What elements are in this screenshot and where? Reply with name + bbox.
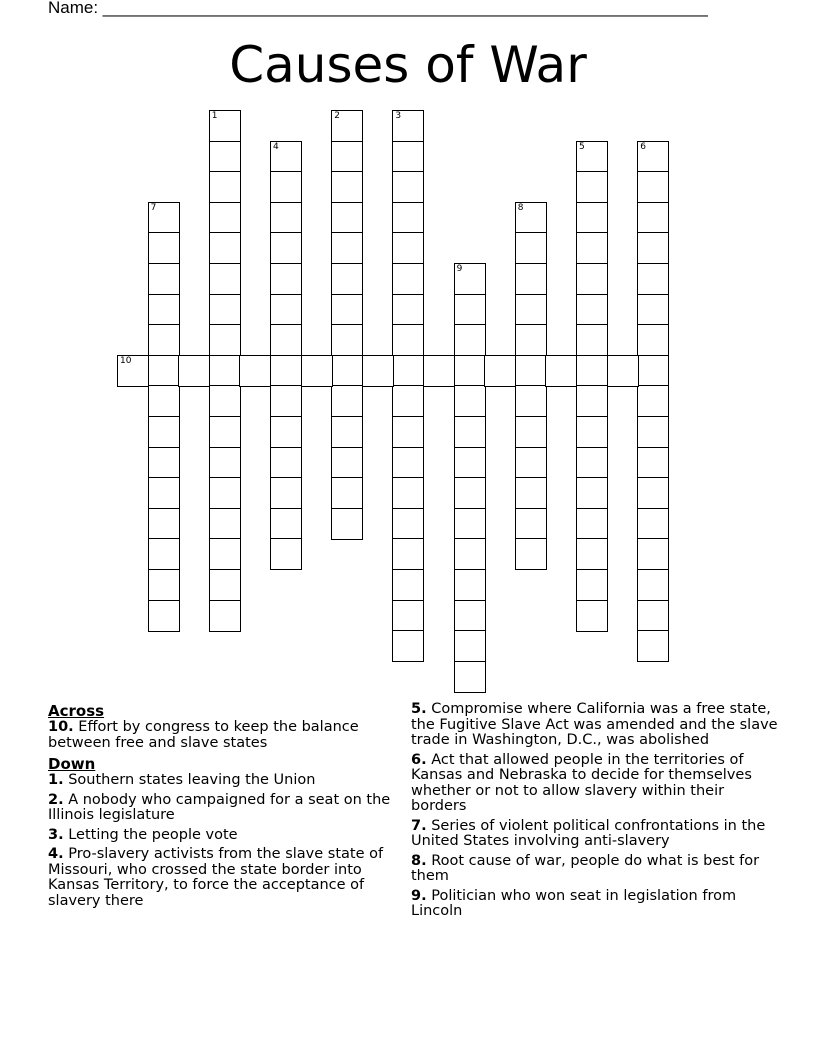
grid-cell[interactable] bbox=[209, 447, 241, 479]
grid-cell[interactable] bbox=[576, 538, 608, 570]
grid-cell[interactable] bbox=[392, 232, 424, 264]
grid-cell[interactable] bbox=[454, 538, 486, 570]
grid-cell[interactable] bbox=[270, 294, 302, 326]
grid-cell[interactable] bbox=[454, 630, 486, 662]
grid-cell[interactable] bbox=[637, 600, 669, 632]
clue-number: 8. bbox=[411, 852, 427, 869]
clue-down-7 bbox=[411, 819, 781, 850]
grid-cell[interactable] bbox=[515, 294, 547, 326]
clue-text: Effort by congress to keep the balance between free and slave states bbox=[48, 719, 359, 751]
grid-cell[interactable] bbox=[454, 477, 486, 509]
grid-cell[interactable] bbox=[576, 202, 608, 234]
grid-cell[interactable] bbox=[637, 294, 669, 326]
grid-cell[interactable] bbox=[392, 110, 424, 142]
clue-down-2 bbox=[48, 793, 398, 824]
grid-cell[interactable] bbox=[576, 263, 608, 295]
grid-cell[interactable] bbox=[362, 355, 394, 387]
grid-cell[interactable] bbox=[423, 355, 455, 387]
clue-down-4 bbox=[48, 847, 398, 909]
grid-cell[interactable] bbox=[209, 600, 241, 632]
grid-cell[interactable] bbox=[576, 232, 608, 264]
grid-cell[interactable] bbox=[148, 600, 180, 632]
grid-cell[interactable] bbox=[576, 324, 608, 356]
clue-number-label: 5 bbox=[579, 141, 585, 152]
grid-cell[interactable] bbox=[148, 385, 180, 417]
grid-cell[interactable] bbox=[454, 294, 486, 326]
clue-text: Series of violent political confrontations in the United States involving anti-slavery bbox=[411, 817, 766, 849]
grid-cell[interactable] bbox=[331, 508, 363, 540]
grid-cell[interactable] bbox=[576, 508, 608, 540]
clue-down-1 bbox=[48, 773, 398, 789]
clue-number-label: 3 bbox=[395, 111, 402, 121]
grid-cell[interactable] bbox=[392, 630, 424, 662]
grid-cell[interactable] bbox=[392, 569, 424, 601]
grid-cell[interactable] bbox=[209, 355, 241, 387]
grid-cell[interactable] bbox=[392, 141, 424, 173]
grid-cell[interactable] bbox=[270, 416, 302, 448]
grid-cell[interactable] bbox=[637, 538, 669, 570]
name-field-label: Name: ________________________________________________________________ bbox=[48, 0, 708, 17]
grid-cell[interactable] bbox=[637, 202, 669, 234]
grid-cell[interactable] bbox=[392, 508, 424, 540]
grid-cell[interactable] bbox=[392, 447, 424, 479]
grid-cell[interactable] bbox=[392, 538, 424, 570]
grid-cell[interactable] bbox=[148, 263, 180, 295]
grid-cell[interactable] bbox=[239, 355, 271, 387]
grid-cell[interactable] bbox=[209, 263, 241, 295]
grid-cell[interactable] bbox=[637, 232, 669, 264]
grid-cell[interactable] bbox=[148, 232, 180, 264]
grid-cell[interactable] bbox=[637, 171, 669, 203]
grid-cell[interactable] bbox=[209, 538, 241, 570]
grid-cell[interactable] bbox=[392, 416, 424, 448]
clue-down-9 bbox=[411, 889, 781, 920]
grid-cell[interactable] bbox=[178, 355, 210, 387]
grid-cell[interactable] bbox=[454, 661, 486, 693]
grid-cell[interactable] bbox=[117, 355, 149, 387]
grid-cell[interactable] bbox=[270, 263, 302, 295]
page-title: Causes of War bbox=[229, 36, 587, 94]
grid-cell[interactable] bbox=[331, 171, 363, 203]
clue-text: Letting the people vote bbox=[68, 826, 238, 843]
grid-cell[interactable] bbox=[331, 385, 363, 417]
clue-number: 10. bbox=[48, 719, 74, 735]
grid-cell[interactable] bbox=[637, 569, 669, 601]
grid-cell[interactable] bbox=[515, 508, 547, 540]
grid-cell[interactable] bbox=[148, 416, 180, 448]
grid-cell[interactable] bbox=[637, 630, 669, 662]
grid-cell[interactable] bbox=[209, 477, 241, 509]
grid-cell[interactable] bbox=[576, 171, 608, 203]
grid-cell[interactable] bbox=[515, 355, 547, 387]
grid-cell[interactable] bbox=[515, 477, 547, 509]
grid-cell[interactable] bbox=[515, 538, 547, 570]
clue-number-label: 1 bbox=[211, 111, 218, 121]
grid-cell[interactable] bbox=[331, 232, 363, 264]
grid-cell[interactable] bbox=[270, 385, 302, 417]
grid-cell[interactable] bbox=[454, 416, 486, 448]
grid-cell[interactable] bbox=[209, 171, 241, 203]
grid-cell[interactable] bbox=[209, 232, 241, 264]
clues-right-column bbox=[411, 702, 781, 924]
grid-cell[interactable] bbox=[209, 110, 241, 142]
clue-number: 4. bbox=[48, 846, 64, 862]
clue-text: Compromise where California was a free state, the Fugitive Slave Act was amended and the slave trade in Washington, D.C., was abolished bbox=[411, 701, 778, 748]
clue-text: Act that allowed people in the territories of Kansas and Nebraska to decide for themselves whether or not to allow slavery within their borders bbox=[411, 751, 752, 814]
grid-cell[interactable] bbox=[148, 569, 180, 601]
grid-cell[interactable] bbox=[576, 477, 608, 509]
grid-cell[interactable] bbox=[148, 324, 180, 356]
grid-cell[interactable] bbox=[484, 355, 516, 387]
grid-cell[interactable] bbox=[576, 355, 608, 387]
grid-cell[interactable] bbox=[209, 569, 241, 601]
grid-cell[interactable] bbox=[392, 385, 424, 417]
grid-cell[interactable] bbox=[209, 324, 241, 356]
clue-number: 9. bbox=[411, 887, 427, 904]
grid-cell[interactable] bbox=[576, 141, 608, 173]
grid-cell[interactable] bbox=[454, 447, 486, 479]
grid-cell[interactable] bbox=[331, 416, 363, 448]
clue-number: 1. bbox=[48, 772, 64, 788]
grid-cell[interactable] bbox=[209, 141, 241, 173]
grid-cell[interactable] bbox=[331, 294, 363, 326]
grid-cell[interactable] bbox=[392, 355, 424, 387]
grid-cell[interactable] bbox=[454, 385, 486, 417]
grid-cell[interactable] bbox=[209, 416, 241, 448]
clue-number: 5. bbox=[411, 701, 427, 717]
grid-cell[interactable] bbox=[270, 508, 302, 540]
grid-cell[interactable] bbox=[454, 324, 486, 356]
grid-cell[interactable] bbox=[454, 508, 486, 540]
clue-across-10 bbox=[48, 720, 398, 751]
grid-cell[interactable] bbox=[576, 569, 608, 601]
clue-number-label: 4 bbox=[273, 141, 279, 152]
grid-cell[interactable] bbox=[270, 355, 302, 387]
clue-number-label: 2 bbox=[334, 111, 340, 121]
grid-cell[interactable] bbox=[148, 477, 180, 509]
grid-cell[interactable] bbox=[515, 232, 547, 264]
clue-down-3 bbox=[48, 828, 398, 844]
grid-cell[interactable] bbox=[148, 508, 180, 540]
grid-cell[interactable] bbox=[270, 141, 302, 173]
grid-cell[interactable] bbox=[270, 232, 302, 264]
grid-cell[interactable] bbox=[515, 202, 547, 234]
grid-cell[interactable] bbox=[270, 538, 302, 570]
grid-cell[interactable] bbox=[148, 294, 180, 326]
grid-cell[interactable] bbox=[392, 294, 424, 326]
grid-cell[interactable] bbox=[209, 385, 241, 417]
clue-number: 7. bbox=[411, 817, 427, 834]
clue-down-5 bbox=[411, 702, 781, 749]
clue-text: Politician who won seat in legislation from Lincoln bbox=[411, 887, 737, 919]
grid-cell[interactable] bbox=[637, 385, 669, 417]
grid-cell[interactable] bbox=[392, 324, 424, 356]
grid-cell[interactable] bbox=[270, 447, 302, 479]
grid-cell[interactable] bbox=[209, 294, 241, 326]
grid-cell[interactable] bbox=[331, 202, 363, 234]
grid-cell[interactable] bbox=[515, 447, 547, 479]
grid-cell[interactable] bbox=[331, 477, 363, 509]
clue-number-label: 6 bbox=[640, 141, 646, 152]
grid-cell[interactable] bbox=[576, 600, 608, 632]
grid-cell[interactable] bbox=[392, 171, 424, 203]
grid-cell[interactable] bbox=[148, 202, 180, 234]
clue-text: Pro-slavery activists from the slave state of Missouri, who crossed the state border into Kansas Territory, to force the acceptance of slavery there bbox=[48, 846, 384, 909]
grid-cell[interactable] bbox=[637, 508, 669, 540]
clue-number: 3. bbox=[48, 826, 64, 843]
grid-cell[interactable] bbox=[637, 447, 669, 479]
down-heading: Down bbox=[48, 755, 96, 773]
grid-cell[interactable] bbox=[454, 600, 486, 632]
clue-down-6 bbox=[411, 753, 781, 815]
grid-cell[interactable] bbox=[331, 355, 363, 387]
clue-number-label: 7 bbox=[150, 202, 157, 213]
clue-down-8 bbox=[411, 854, 781, 885]
grid-cell[interactable] bbox=[637, 477, 669, 509]
grid-cell[interactable] bbox=[637, 355, 669, 387]
grid-cell[interactable] bbox=[270, 171, 302, 203]
grid-cell[interactable] bbox=[270, 202, 302, 234]
clue-number-label: 8 bbox=[517, 202, 524, 213]
across-heading: Across bbox=[48, 702, 105, 720]
clue-number-label: 9 bbox=[456, 264, 463, 274]
grid-cell[interactable] bbox=[637, 263, 669, 295]
grid-cell[interactable] bbox=[209, 202, 241, 234]
clue-number-label: 10 bbox=[120, 355, 132, 366]
grid-cell[interactable] bbox=[301, 355, 333, 387]
grid-cell[interactable] bbox=[331, 263, 363, 295]
grid-cell[interactable] bbox=[454, 263, 486, 295]
grid-cell[interactable] bbox=[148, 355, 180, 387]
grid-cell[interactable] bbox=[392, 263, 424, 295]
grid-cell[interactable] bbox=[392, 202, 424, 234]
grid-cell[interactable] bbox=[515, 385, 547, 417]
grid-cell[interactable] bbox=[576, 294, 608, 326]
grid-cell[interactable] bbox=[576, 385, 608, 417]
grid-cell[interactable] bbox=[392, 600, 424, 632]
grid-cell[interactable] bbox=[331, 324, 363, 356]
grid-cell[interactable] bbox=[209, 508, 241, 540]
grid-cell[interactable] bbox=[637, 141, 669, 173]
clue-text: A nobody who campaigned for a seat on the Illinois legislature bbox=[48, 791, 391, 823]
grid-cell[interactable] bbox=[270, 477, 302, 509]
grid-cell[interactable] bbox=[576, 416, 608, 448]
grid-cell[interactable] bbox=[331, 141, 363, 173]
grid-cell[interactable] bbox=[637, 324, 669, 356]
grid-cell[interactable] bbox=[331, 110, 363, 142]
grid-cell[interactable] bbox=[148, 447, 180, 479]
clue-number: 6. bbox=[411, 751, 427, 768]
grid-cell[interactable] bbox=[515, 416, 547, 448]
clue-number: 2. bbox=[48, 791, 64, 808]
clue-text: Root cause of war, people do what is best for them bbox=[411, 852, 760, 884]
grid-cell[interactable] bbox=[331, 447, 363, 479]
grid-cell[interactable] bbox=[392, 477, 424, 509]
clues-left-column bbox=[48, 702, 398, 913]
grid-cell[interactable] bbox=[515, 263, 547, 295]
grid-cell[interactable] bbox=[515, 324, 547, 356]
grid-cell[interactable] bbox=[576, 447, 608, 479]
grid-cell[interactable] bbox=[454, 355, 486, 387]
grid-cell[interactable] bbox=[148, 538, 180, 570]
grid-cell[interactable] bbox=[607, 355, 639, 387]
clue-text: Southern states leaving the Union bbox=[68, 772, 316, 788]
grid-cell[interactable] bbox=[545, 355, 577, 387]
grid-cell[interactable] bbox=[637, 416, 669, 448]
grid-cell[interactable] bbox=[270, 324, 302, 356]
grid-cell[interactable] bbox=[454, 569, 486, 601]
